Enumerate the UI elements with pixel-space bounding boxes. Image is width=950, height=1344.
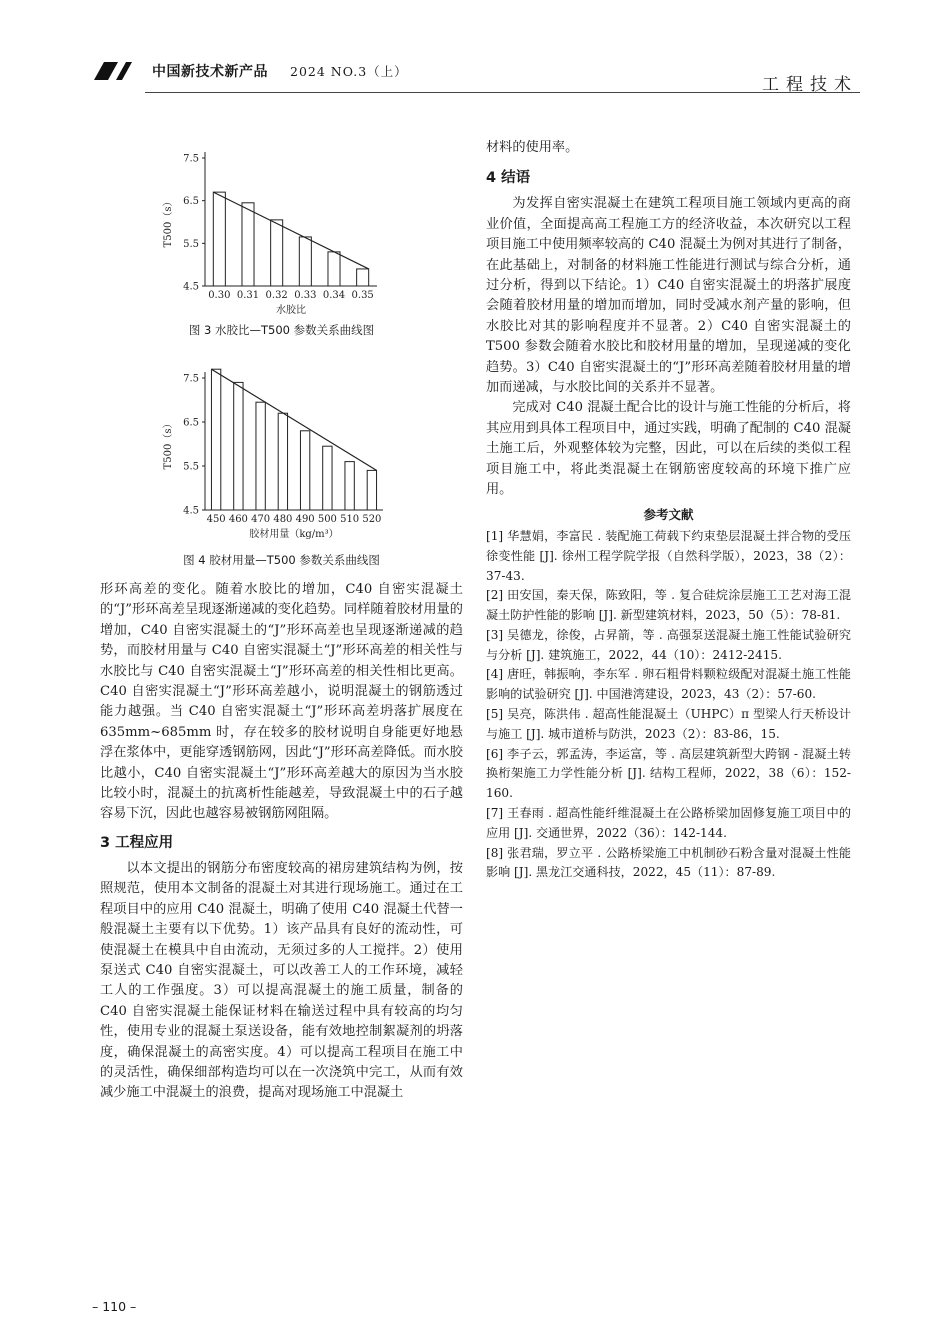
right-column xyxy=(486,138,851,883)
x-tick-label: 520 xyxy=(362,514,382,525)
header-rule xyxy=(145,92,860,93)
y-tick-label: 6.5 xyxy=(183,417,199,429)
figure-4-caption: 图 4 胶材用量—T500 参数关系曲线图 xyxy=(183,553,380,567)
bar xyxy=(271,220,283,286)
bar xyxy=(234,382,243,510)
x-tick-label: 450 xyxy=(206,514,226,525)
section-label: 工程技术 xyxy=(762,75,858,95)
bar xyxy=(211,369,220,510)
left-column xyxy=(100,128,463,1104)
bar xyxy=(278,413,287,510)
y-tick-label: 4.5 xyxy=(183,505,199,517)
page-header xyxy=(0,0,950,100)
bar xyxy=(328,252,340,286)
reference-item: [7] 王春雨 . 超高性能纤维混凝土在公路桥梁加固修复施工项目中的应用 [J]. 交通世界，2022（36）：142-144. xyxy=(486,806,851,840)
reference-item: [8] 张君瑞，罗立平 . 公路桥梁施工中机制砂石粉含量对混凝土性能影响 [J]. 黑龙江交通科技，2022，45（11）：87-89. xyxy=(486,845,851,880)
x-tick-label: 510 xyxy=(340,514,360,525)
bar xyxy=(357,269,369,286)
y-axis-label: T500（s） xyxy=(163,418,174,470)
bar xyxy=(367,470,376,510)
y-tick-label: 5.5 xyxy=(183,461,199,473)
bar xyxy=(256,402,265,510)
journal-name: 中国新技术新产品 xyxy=(152,64,268,80)
x-tick-label: 0.35 xyxy=(351,290,374,301)
bar xyxy=(300,431,309,510)
figure-4 xyxy=(100,348,463,568)
figure-3 xyxy=(100,128,463,338)
reference-item: [3] 吴德龙，徐俊，占昇箭，等 . 高强泵送混凝土施工性能试验研究与分析 [J]. 建筑施工，2022，44（10）：2412-2415. xyxy=(486,627,851,662)
section-4-heading: 4 结语 xyxy=(486,170,531,187)
y-tick-label: 7.5 xyxy=(183,153,199,165)
page-number: – 110 – xyxy=(92,1299,137,1314)
figure-4-chart xyxy=(100,348,463,544)
reference-item: [2] 田安国，秦天保，陈致阳，等 . 复合硅烷涂层施工工艺对海工混凝土防护性能的影响 [J]. 新型建筑材料，2023，50（5）：78-81. xyxy=(486,588,851,623)
references-heading: 参考文献 xyxy=(643,506,694,522)
bar xyxy=(323,446,332,510)
y-tick-label: 4.5 xyxy=(183,281,199,293)
x-tick-label: 460 xyxy=(228,514,248,525)
x-tick-label: 0.31 xyxy=(236,290,260,301)
figure-3-caption: 图 3 水胶比—T500 参数关系曲线图 xyxy=(188,323,375,337)
x-tick-label: 480 xyxy=(273,514,293,525)
bar xyxy=(345,462,354,510)
reference-item: [1] 华慧娟，李富民 . 装配施工荷载下约束垫层混凝土拌合物的受压徐变性能 [J]. 徐州工程学院学报（自然科学版），2023，38（2）：37-43. xyxy=(486,528,851,583)
bar xyxy=(213,192,225,286)
paragraph-application: 完成对 C40 混凝土配合比的设计与施工性能的分析后，将其应用到具体工程项目中，通过实践，明确了配制的 C40 混凝土施工后，外观整体较为完整，因此，可以在后续的类似工程项目施工中，将此类混凝土在钢筋密度较高的环境下推广应用。 xyxy=(486,400,851,498)
section-3-heading: 3 工程应用 xyxy=(100,834,174,851)
reference-list xyxy=(486,527,851,883)
y-axis-label: T500（s） xyxy=(163,196,174,248)
paragraph-j-ring: 形环高差的变化。随着水胶比的增加，C40 自密实混凝土的“J”形环高差呈现逐渐递减的变化趋势。同样随着胶材用量的增加，C40 自密实混凝土的“J”形环高差也呈现逐渐递减的趋势，而胶材用量与 C40 自密实混凝土“J”形环高差的相关性与水胶比与 C40 自密实混凝土“J”形环高差的相关性相比更高。C40 自密实混凝土“J”形环高差越小，说明混凝土的钢筋透过能力越强。当 C40 自密实混凝土“J”形环高差坍落扩展度在 635mm~685mm 时，存在较多的胶材说明自身能更好地悬浮在浆体中，更能穿透钢筋网，因此“J”形环高差降低。而水胶比越小，C40 自密实混凝土“J”形环高差越大的原因为当水胶比较小时，混凝土的抗离析性能越差，导致混凝土中的石子越容易下沉，因此也越容易被钢筋网阻隔。 xyxy=(100,582,463,822)
bar xyxy=(242,203,254,286)
paragraph-engineering-application: 以本文提出的钢筋分布密度较高的裙房建筑结构为例，按照规范，使用本文制备的混凝土对其进行现场施工。通过在工程项目中的应用 C40 混凝土，明确了使用 C40 混凝土代替一般混凝土主要有以下优势。1）该产品具有良好的流动性，可使混凝土在模具中自由流动，无须过多的人工搅拌。2）使用泵送式 C40 自密实混凝土，可以改善工人的工作环境，减轻工人的工作强度。3）可以提高混凝土的施工质量，制备的 C40 自密实混凝土能保证材料在输送过程中具有较高的均匀性，使用专业的混凝土泵送设备，能有效地控制絮凝剂的坍落度，确保混凝土的高密实度。4）可以提高工程项目在施工中的灵活性，确保细部构造均可以在一次浇筑中完工，从而有效减少施工中混凝土的浪费，提高对现场施工中混凝土 xyxy=(100,860,463,1101)
x-tick-label: 0.34 xyxy=(322,290,346,301)
x-axis-label: 胶材用量（kg/m³） xyxy=(249,529,339,540)
x-tick-label: 0.30 xyxy=(208,290,231,301)
trend-line xyxy=(213,192,368,269)
x-axis-label: 水胶比 xyxy=(276,305,306,316)
issue-number: 2024 NO.3（上） xyxy=(290,64,408,79)
y-tick-label: 6.5 xyxy=(183,196,199,208)
y-tick-label: 7.5 xyxy=(183,373,199,385)
x-tick-label: 0.33 xyxy=(294,290,317,301)
reference-item: [6] 李子云，郭孟涛，李运富，等 . 高层建筑新型大跨钢 - 混凝土转换桁架施工力学性能分析 [J]. 结构工程师，2022，38（6）：152-160. xyxy=(486,746,851,801)
x-tick-label: 470 xyxy=(251,514,271,525)
journal-logo-icon xyxy=(88,60,140,82)
paragraph-continuation: 材料的使用率。 xyxy=(486,140,579,155)
x-tick-label: 490 xyxy=(295,514,315,525)
reference-item: [4] 唐旺，韩振响，李东军 . 卵石粗骨料颗粒级配对混凝土施工性能影响的试验研究 [J]. 中国港湾建设，2023，43（2）：57-60. xyxy=(486,667,851,702)
paragraph-conclusion: 为发挥自密实混凝土在建筑工程项目施工领域内更高的商业价值，全面提高高工程施工方的经济收益，本次研究以工程项目施工中使用频率较高的 C40 混凝土为例对其进行了制备，在此基础上，对制备的材料施工性能进行测试与综合分析，通过分析，得到以下结论。1）C40 自密实混凝土的坍落扩展度会随着胶材用量的增加而增加，同时受减水剂产量的影响，但水胶比对其的影响程度并不显著。2）C40 自密实混凝土的 T500 参数会随着水胶比和胶材用量的增加，呈现递减的变化趋势。3）C40 自密实混凝土的“J”形环高差随着胶材用量的增加而递减，与水胶比间的关系并不显著。 xyxy=(486,196,851,396)
figure-3-chart xyxy=(100,128,463,320)
y-tick-label: 5.5 xyxy=(183,238,199,250)
x-tick-label: 0.32 xyxy=(265,290,288,301)
bar xyxy=(299,237,311,286)
reference-item: [5] 吴亮，陈洪伟 . 超高性能混凝土（UHPC）π 型梁人行天桥设计与施工 [J]. 城市道桥与防洪，2023（2）：83-86，15. xyxy=(486,707,851,741)
x-tick-label: 500 xyxy=(317,514,337,525)
